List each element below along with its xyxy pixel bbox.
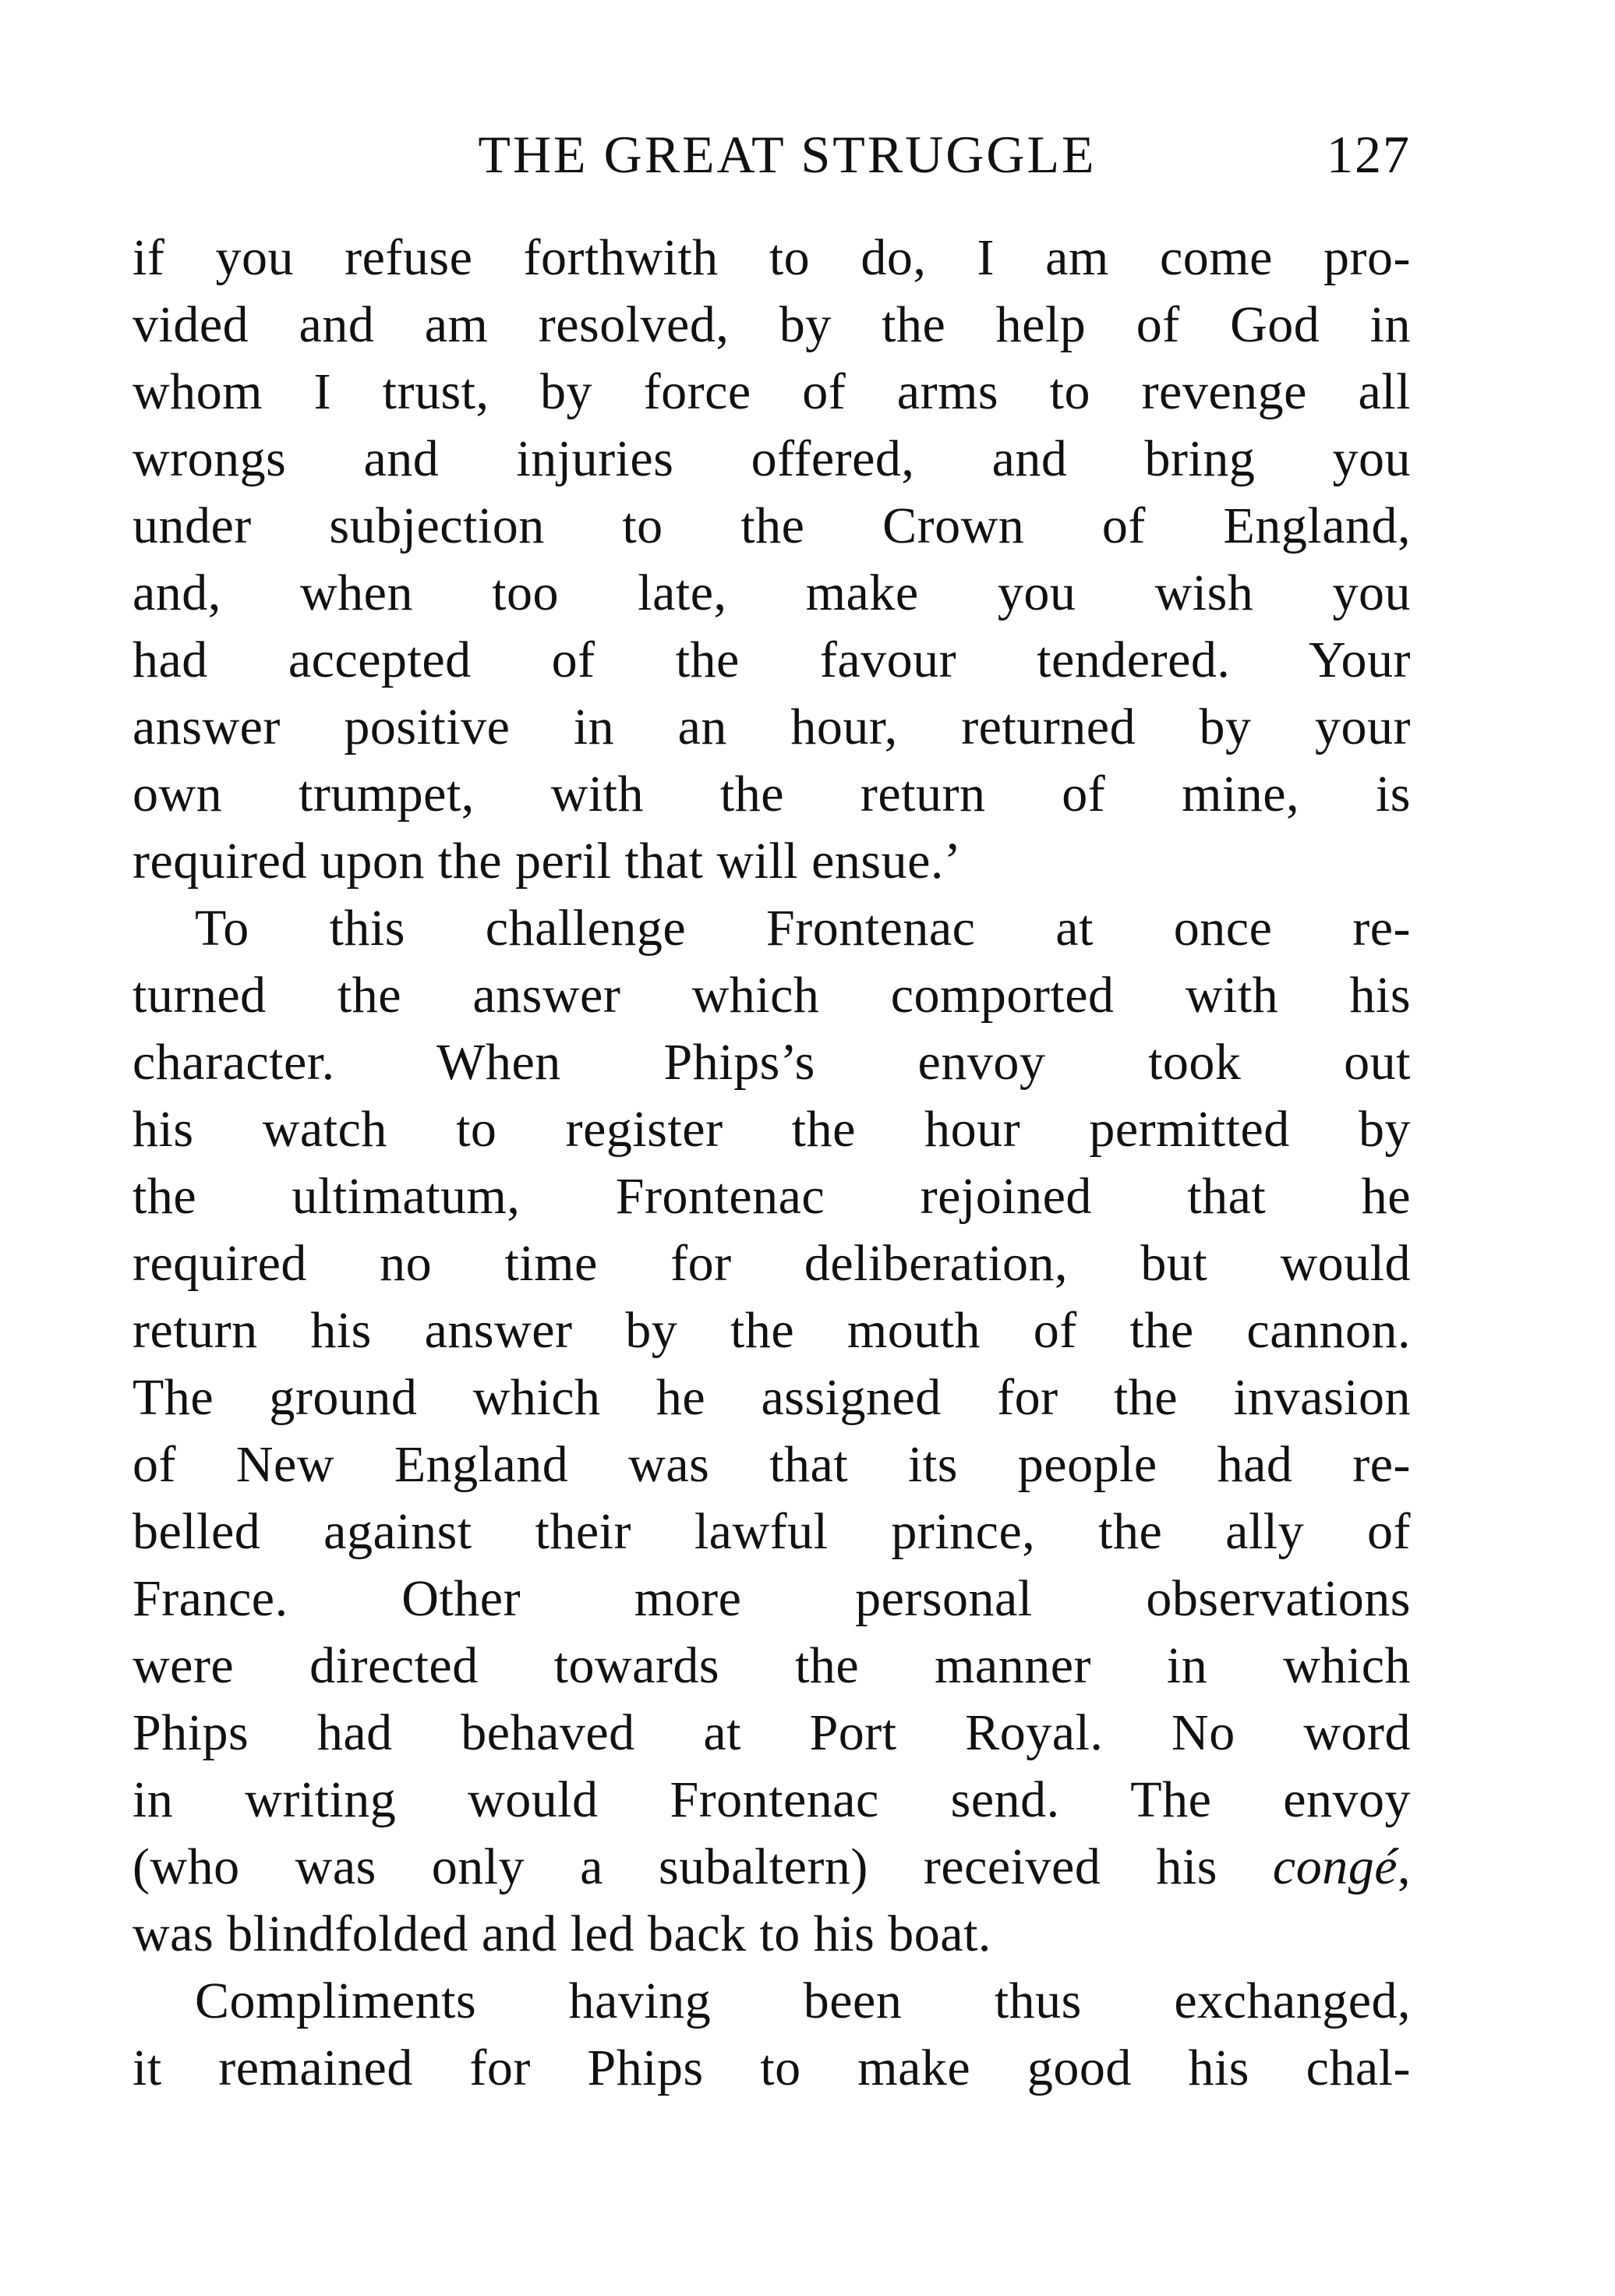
text-line: in writing would Frontenac send. The envoy xyxy=(133,1771,1411,1828)
text-segment: , xyxy=(1398,1838,1411,1895)
text-line: answer positive in an hour, returned by your xyxy=(133,699,1411,755)
text-line: if you refuse forthwith to do, I am come pro- xyxy=(133,229,1411,286)
text-line: the ultimatum, Frontenac rejoined that he xyxy=(133,1168,1411,1225)
text-line: vided and am resolved, by the help of God in xyxy=(133,296,1411,353)
text-line: whom I trust, by force of arms to revenge all xyxy=(133,363,1411,420)
text-line: own trumpet, with the return of mine, is xyxy=(133,766,1411,823)
text-line: The ground which he assigned for the invasion xyxy=(133,1369,1411,1426)
paragraph-first-line: Compliments having been thus exchanged, xyxy=(195,1972,1411,2029)
text-line: had accepted of the favour tendered. Your xyxy=(133,631,1411,688)
text-line: return his answer by the mouth of the cannon. xyxy=(133,1302,1411,1359)
text-line xyxy=(133,1834,1411,1901)
text-line: was blindfolded and led back to his boat. xyxy=(133,1905,991,1962)
text-line: and, when too late, make you wish you xyxy=(133,564,1411,621)
text-line: were directed towards the manner in which xyxy=(133,1637,1411,1694)
text-line: his watch to register the hour permitted by xyxy=(133,1101,1411,1158)
text-line: turned the answer which comported with his xyxy=(133,967,1411,1024)
page-number: 127 xyxy=(1327,124,1411,184)
text-line: required no time for deliberation, but would xyxy=(133,1235,1411,1292)
page-header xyxy=(133,115,1411,193)
text-segment: (who was only a subaltern) received his xyxy=(133,1838,1273,1895)
running-head: THE GREAT STRUGGLE xyxy=(478,124,1097,184)
body-text xyxy=(133,225,1411,2102)
text-line: under subjection to the Crown of England, xyxy=(133,497,1411,554)
text-line: Phips had behaved at Port Royal. No word xyxy=(133,1704,1411,1761)
text-line: character. When Phips’s envoy took out xyxy=(133,1034,1411,1091)
text-line: France. Other more personal observations xyxy=(133,1570,1411,1627)
text-line: wrongs and injuries offered, and bring you xyxy=(133,430,1411,487)
italic-word: congé xyxy=(1272,1838,1398,1895)
text-line: belled against their lawful prince, the ally of xyxy=(133,1503,1411,1560)
paragraph-first-line: To this challenge Frontenac at once re- xyxy=(195,900,1411,957)
text-line: it remained for Phips to make good his chal- xyxy=(133,2040,1411,2096)
text-line: required upon the peril that will ensue.’ xyxy=(133,833,962,890)
text-line: of New England was that its people had re- xyxy=(133,1436,1411,1493)
